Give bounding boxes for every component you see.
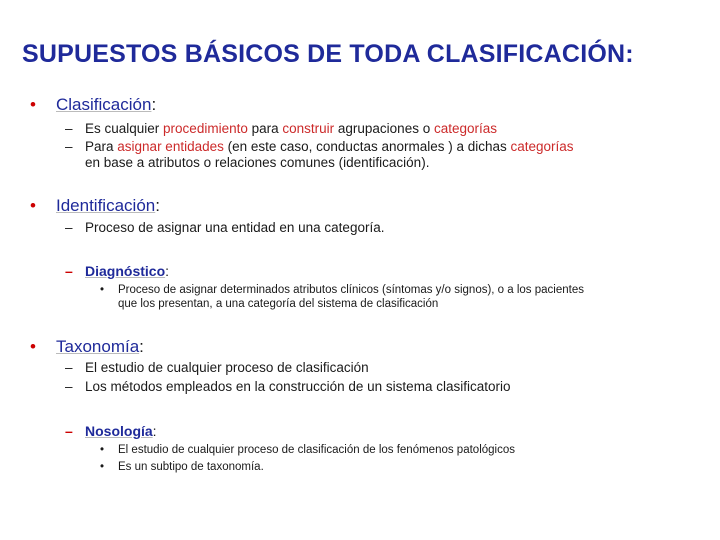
- highlight-categorias: categorías: [433, 121, 498, 136]
- item-text: El estudio de cualquier proceso de clasificación de los fenómenos patológicos: [118, 444, 515, 456]
- bullet-clasificacion: [30, 95, 156, 115]
- text-continuation: en base a atributos o relaciones comunes (identificación).: [85, 155, 430, 170]
- slide-title: SUPUESTOS BÁSICOS DE TODA CLASIFICACIÓN:: [22, 40, 634, 68]
- term-colon: :: [139, 337, 144, 356]
- bullet-icon: •: [30, 196, 36, 215]
- taxonomia-item-2: [65, 379, 510, 395]
- diagnostico-subitem: [100, 283, 584, 311]
- nosologia-subitem-2: [100, 460, 264, 474]
- term-colon: :: [155, 196, 160, 215]
- text-segment: Es cualquier: [85, 121, 164, 136]
- dot-icon: •: [100, 461, 105, 473]
- item-text: El estudio de cualquier proceso de clasificación: [85, 360, 369, 375]
- term-colon: :: [151, 95, 157, 114]
- item-text: Es un subtipo de taxonomía.: [118, 461, 264, 473]
- highlight-construir: construir: [282, 121, 335, 136]
- bullet-taxonomia: [30, 337, 144, 357]
- dot-icon: •: [100, 284, 105, 296]
- dash-icon: –: [65, 423, 73, 439]
- text-segment: para: [247, 121, 283, 136]
- term-taxonomia: Taxonomía: [56, 337, 140, 356]
- dash-icon: –: [65, 379, 73, 394]
- dash-icon: –: [65, 139, 73, 154]
- highlight-procedimiento: procedimiento: [163, 121, 248, 136]
- term-identificacion: Identificación: [56, 196, 156, 215]
- highlight-asignar-entidades: asignar entidades: [117, 139, 224, 154]
- bullet-identificacion: [30, 196, 160, 216]
- clasificacion-item-2: [65, 139, 574, 171]
- dash-icon: –: [65, 121, 73, 136]
- bullet-icon: •: [30, 337, 36, 356]
- text-segment: Para: [85, 139, 118, 154]
- term-colon: :: [152, 423, 157, 439]
- term-nosologia: Nosología: [85, 423, 153, 439]
- diagnostico-heading: [65, 263, 169, 279]
- term-clasificacion: Clasificación: [56, 95, 152, 114]
- text-continuation: que los presentan, a una categoría del sistema de clasificación: [118, 298, 439, 310]
- bullet-icon: •: [30, 95, 36, 114]
- dash-icon: –: [65, 263, 73, 279]
- item-text: Los métodos empleados en la construcción de un sistema clasificatorio: [85, 379, 511, 394]
- term-colon: :: [165, 263, 170, 279]
- nosologia-subitem-1: [100, 443, 515, 457]
- term-diagnostico: Diagnóstico: [85, 263, 166, 279]
- item-text: Proceso de asignar determinados atributos clínicos (síntomas y/o signos), o a los pacientes: [118, 284, 584, 296]
- item-text: Proceso de asignar una entidad en una categoría.: [85, 220, 385, 235]
- taxonomia-item-1: [65, 360, 369, 376]
- dot-icon: •: [100, 444, 105, 456]
- text-segment: agrupaciones o: [334, 121, 434, 136]
- clasificacion-item-1: [65, 121, 497, 137]
- dash-icon: –: [65, 220, 73, 235]
- nosologia-heading: [65, 423, 157, 439]
- text-segment: (en este caso, conductas anormales ) a dichas: [223, 139, 511, 154]
- identificacion-item-1: [65, 220, 384, 236]
- highlight-categorias: categorías: [510, 139, 574, 154]
- dash-icon: –: [65, 360, 73, 375]
